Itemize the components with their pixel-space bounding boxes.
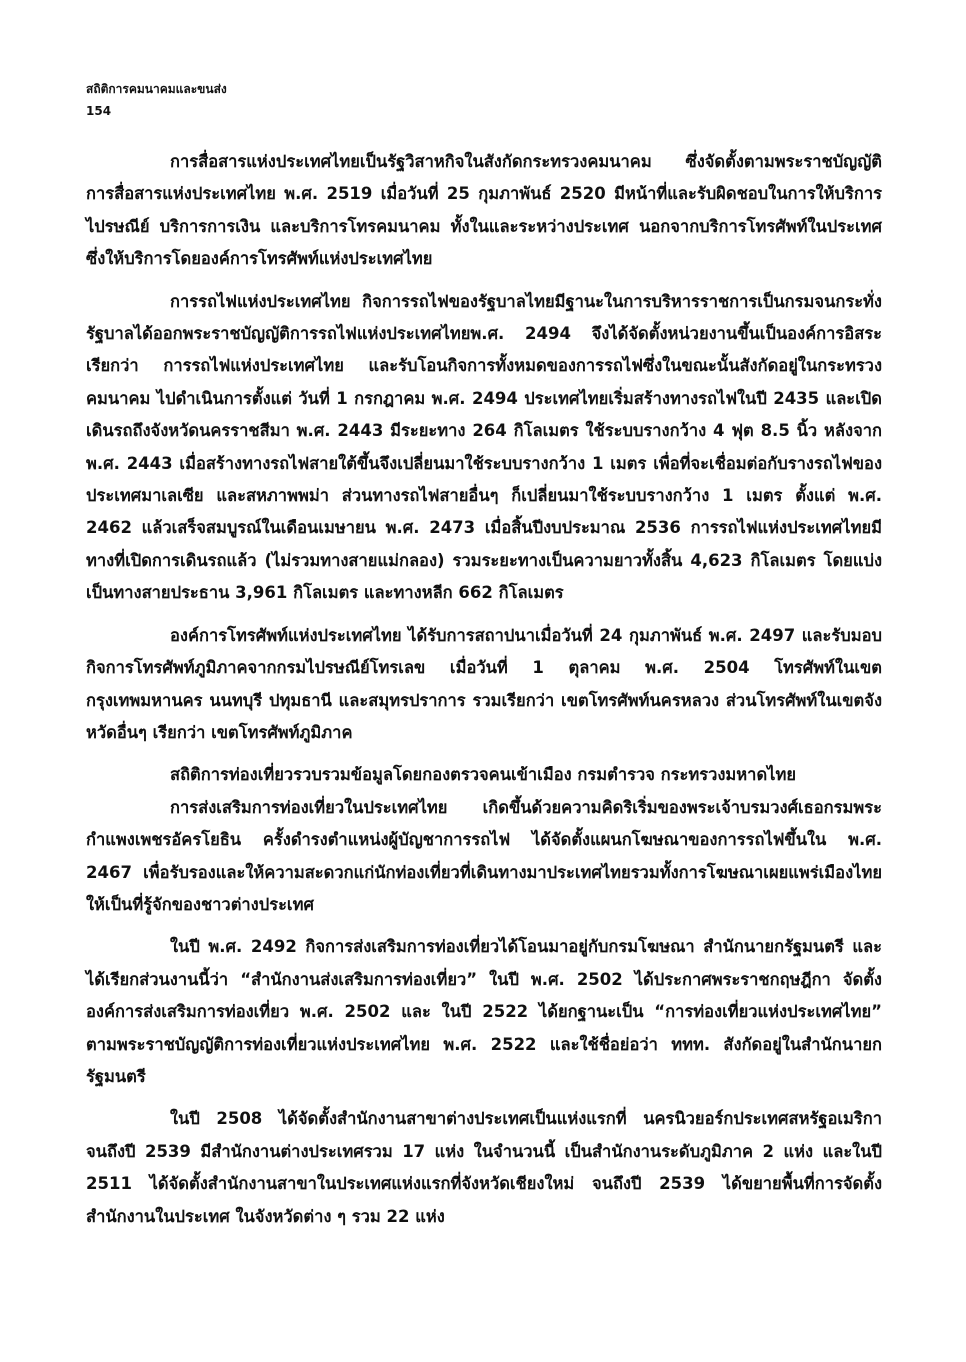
- body-text: [86, 146, 882, 1243]
- paragraph-tourism-statistics-source: สถิติการท่องเที่ยวรวบรวมข้อมูลโดยกองตรวจคนเข้าเมือง กรมตำรวจ กระทรวงมหาดไทย: [170, 765, 797, 785]
- page-number: 154: [86, 104, 112, 118]
- header-title: สถิติการคมนาคมและขนส่ง: [86, 82, 227, 96]
- paragraph-tat-offices: ในปี 2508 ได้จัดตั้งสำนักงานสาขาต่างประเทศเป็นแห่งแรกที่ นครนิวยอร์กประเทศสหรัฐอเมริกา จนถึงปี 2539 มีสำนักงานต่างประเทศรวม 17 แห่ง ในจำนวนนี้ เป็นสำนักงานระดับภูมิภาค 2 แห่ง และในปี 2511 ได้จัดตั้งสำนักงานสาขาในประเทศแห่งแรกที่จังหวัดเชียงใหม่ จนถึงปี 2539 ได้ขยายพื้นที่การจัดตั้งสำนักงานในประเทศ ในจังหวัดต่าง ๆ รวม 22 แห่ง: [86, 1109, 882, 1226]
- paragraph-tat-establishment: ในปี พ.ศ. 2492 กิจการส่งเสริมการท่องเที่ยวได้โอนมาอยู่กับกรมโฆษณา สำนักนายกรัฐมนตรี และได้เรียกส่วนงานนี้ว่า “สำนักงานส่งเสริมการท่องเที่ยว” ในปี พ.ศ. 2502 ได้ประกาศพระราชกฤษฎีกา จัดตั้งองค์การส่งเสริมการท่องเที่ยว พ.ศ. 2502 และ ในปี 2522 ได้ยกฐานะเป็น “การท่องเที่ยวแห่งประเทศไทย” ตามพระราชบัญญัติการท่องเที่ยวแห่งประเทศไทย พ.ศ. 2522 และใช้ชื่อย่อว่า ททท. สังกัดอยู่ในสำนักนายกรัฐมนตรี: [86, 937, 882, 1086]
- running-header: [86, 78, 227, 122]
- paragraph-telephone-organization: องค์การโทรศัพท์แห่งประเทศไทย ได้รับการสถาปนาเมื่อวันที่ 24 กุมภาพันธ์ พ.ศ. 2497 และรับมอบกิจการโทรศัพท์ภูมิภาคจากกรมไปรษณีย์โทรเลข เมื่อวันที่ 1 ตุลาคม พ.ศ. 2504 โทรศัพท์ในเขตกรุงเทพมหานคร นนทบุรี ปทุมธานี และสมุทรปราการ รวมเรียกว่า เขตโทรศัพท์นครหลวง ส่วนโทรศัพท์ในเขตจังหวัดอื่นๆ เรียกว่า เขตโทรศัพท์ภูมิภาค: [86, 625, 882, 742]
- paragraph-state-railway: การรถไฟแห่งประเทศไทย กิจการรถไฟของรัฐบาลไทยมีฐานะในการบริหารราชการเป็นกรมจนกระทั่งรัฐบาลได้ออกพระราชบัญญัติการรถไฟแห่งประเทศไทยพ.ศ. 2494 จึงได้จัดตั้งหน่วยงานขึ้นเป็นองค์การอิสระ เรียกว่า การรถไฟแห่งประเทศไทย และรับโอนกิจการทั้งหมดของการรถไฟซึ่งในขณะนั้นสังกัดอยู่ในกระทรวงคมนาคม ไปดำเนินการตั้งแต่ วันที่ 1 กรกฎาคม พ.ศ. 2494 ประเทศไทยเริ่มสร้างทางรถไฟในปี 2435 และเปิดเดินรถถึงจังหวัดนครราชสีมา พ.ศ. 2443 มีระยะทาง 264 กิโลเมตร ใช้ระบบรางกว้าง 4 ฟุต 8.5 นิ้ว หลังจาก พ.ศ. 2443 เมื่อสร้างทางรถไฟสายใต้ขึ้นจึงเปลี่ยนมาใช้ระบบรางกว้าง 1 เมตร เพื่อที่จะเชื่อมต่อกับรางรถไฟของประเทศมาเลเซีย และสหภาพพม่า ส่วนทางรถไฟสายอื่นๆ ก็เปลี่ยนมาใช้ระบบรางกว้าง 1 เมตร ตั้งแต่ พ.ศ. 2462 แล้วเสร็จสมบูรณ์ในเดือนเมษายน พ.ศ. 2473 เมื่อสิ้นปีงบประมาณ 2536 การรถไฟแห่งประเทศไทยมีทางที่เปิดการเดินรถแล้ว (ไม่รวมทางสายแม่กลอง) รวมระยะทางเป็นความยาวทั้งสิ้น 4,623 กิโลเมตร โดยแบ่งเป็นทางสายประธาน 3,961 กิโลเมตร และทางหลีก 662 กิโลเมตร: [86, 291, 882, 603]
- paragraph-tourism-promotion-history: การส่งเสริมการท่องเที่ยวในประเทศไทย เกิดขึ้นด้วยความคิดริเริ่มของพระเจ้าบรมวงศ์เธอกรมพระกำแพงเพชรอัครโยธิน ครั้งดำรงตำแหน่งผู้บัญชาการรถไฟ ได้จัดตั้งแผนกโฆษณาของการรถไฟขึ้นใน พ.ศ. 2467 เพื่อรับรองและให้ความสะดวกแก่นักท่องเที่ยวที่เดินทางมาประเทศไทยรวมทั้งการโฆษณาเผยแพร่เมืองไทยให้เป็นที่รู้จักของชาวต่างประเทศ: [86, 797, 882, 914]
- paragraph-communications-authority: การสื่อสารแห่งประเทศไทยเป็นรัฐวิสาหกิจในสังกัดกระทรวงคมนาคม ซึ่งจัดตั้งตามพระราชบัญญัติการสื่อสารแห่งประเทศไทย พ.ศ. 2519 เมื่อวันที่ 25 กุมภาพันธ์ 2520 มีหน้าที่และรับผิดชอบในการให้บริการไปรษณีย์ บริการการเงิน และบริการโทรคมนาคม ทั้งในและระหว่างประเทศ นอกจากบริการโทรศัพท์ในประเทศ ซึ่งให้บริการโดยองค์การโทรศัพท์แห่งประเทศไทย: [86, 152, 882, 269]
